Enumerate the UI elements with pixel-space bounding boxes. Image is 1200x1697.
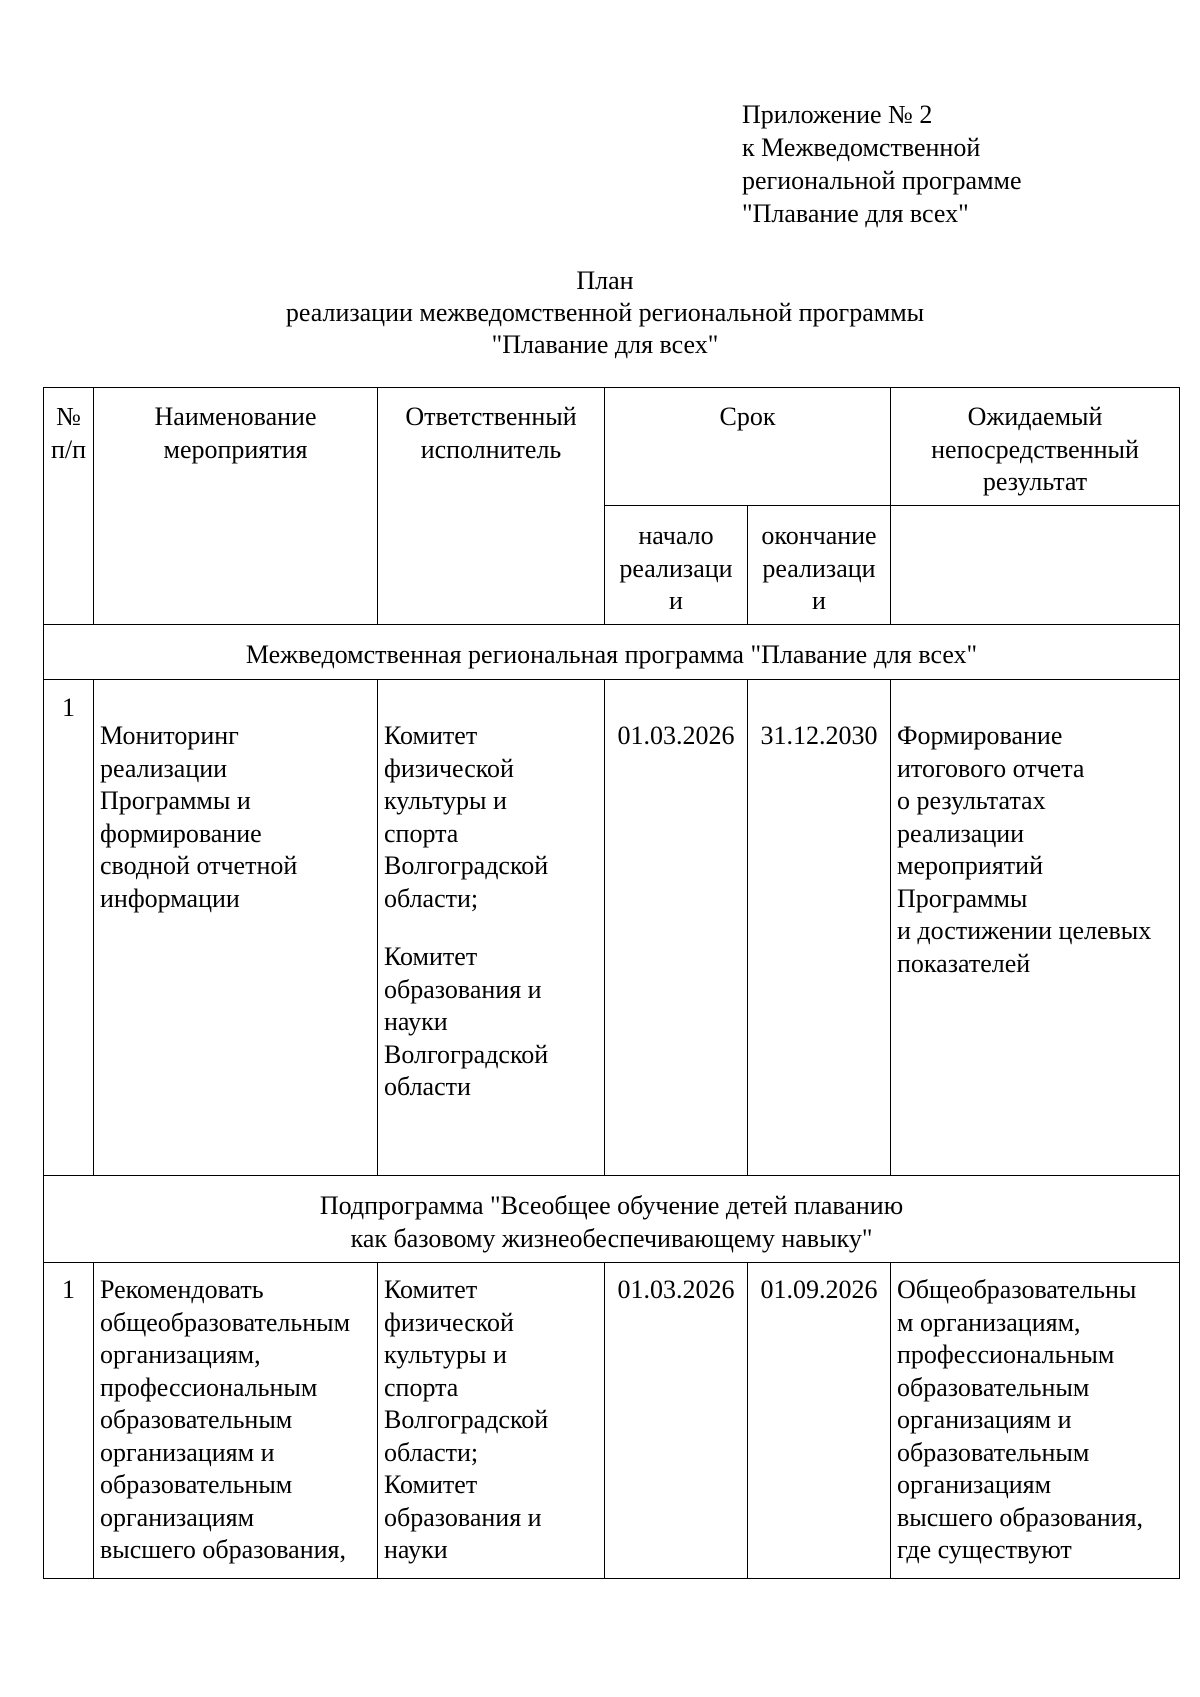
row-num: 1	[44, 1263, 94, 1579]
row-responsible: Комитет физической культуры и спорта Волгоградской области; Комитет образования и науки	[378, 1263, 605, 1579]
row-result: Формирование итогового отчета о результатах реализации мероприятий Программы и достижении целевых показателей	[891, 680, 1180, 1176]
appendix-line: "Плавание для всех"	[742, 199, 969, 228]
title-line: План	[576, 266, 634, 295]
header-term: Срок	[605, 388, 891, 506]
header-result: Ожидаемый непосредственный результат	[891, 388, 1180, 506]
row-start-date: 01.03.2026	[605, 680, 748, 1176]
appendix-line: Приложение № 2	[742, 100, 933, 129]
plan-table	[43, 387, 1180, 1579]
appendix-line: к Межведомственной	[742, 133, 981, 162]
header-end: окончание реализаци и	[748, 506, 891, 625]
header-start: начало реализаци и	[605, 506, 748, 625]
table-row	[44, 1263, 1180, 1579]
title-line: "Плавание для всех"	[491, 330, 719, 359]
row-name: Рекомендовать общеобразовательным организациям, профессиональным образовательным организациям и образовательным организациям высшего образования,	[94, 1263, 378, 1579]
row-responsible: Комитет физической культуры и спорта Волгоградской области; Комитет образования и науки Волгоградской области	[378, 680, 605, 1176]
header-name: Наименование мероприятия	[94, 388, 378, 625]
header-num: № п/п	[44, 388, 94, 625]
row-start-date: 01.03.2026	[605, 1263, 748, 1579]
section-row-program: Межведомственная региональная программа "Плавание для всех"	[44, 625, 1180, 680]
header-responsible: Ответственный исполнитель	[378, 388, 605, 625]
appendix-note	[742, 98, 1022, 230]
row-name: Мониторинг реализации Программы и формирование сводной отчетной информации	[94, 680, 378, 1176]
appendix-line: региональной программе	[742, 166, 1022, 195]
header-result-empty	[891, 506, 1180, 625]
row-result: Общеобразовательны м организациям, профессиональным образовательным организациям и образовательным организациям высшего образования, где существуют	[891, 1263, 1180, 1579]
title-line: реализации межведомственной региональной программы	[285, 298, 925, 327]
document-title	[0, 265, 1200, 361]
row-num: 1	[44, 680, 94, 1176]
row-end-date: 01.09.2026	[748, 1263, 891, 1579]
section-row-subprogram: Подпрограмма "Всеобщее обучение детей плаванию как базовому жизнеобеспечивающему навыку"	[44, 1176, 1180, 1263]
table-row	[44, 680, 1180, 1176]
row-end-date: 31.12.2030	[748, 680, 891, 1176]
